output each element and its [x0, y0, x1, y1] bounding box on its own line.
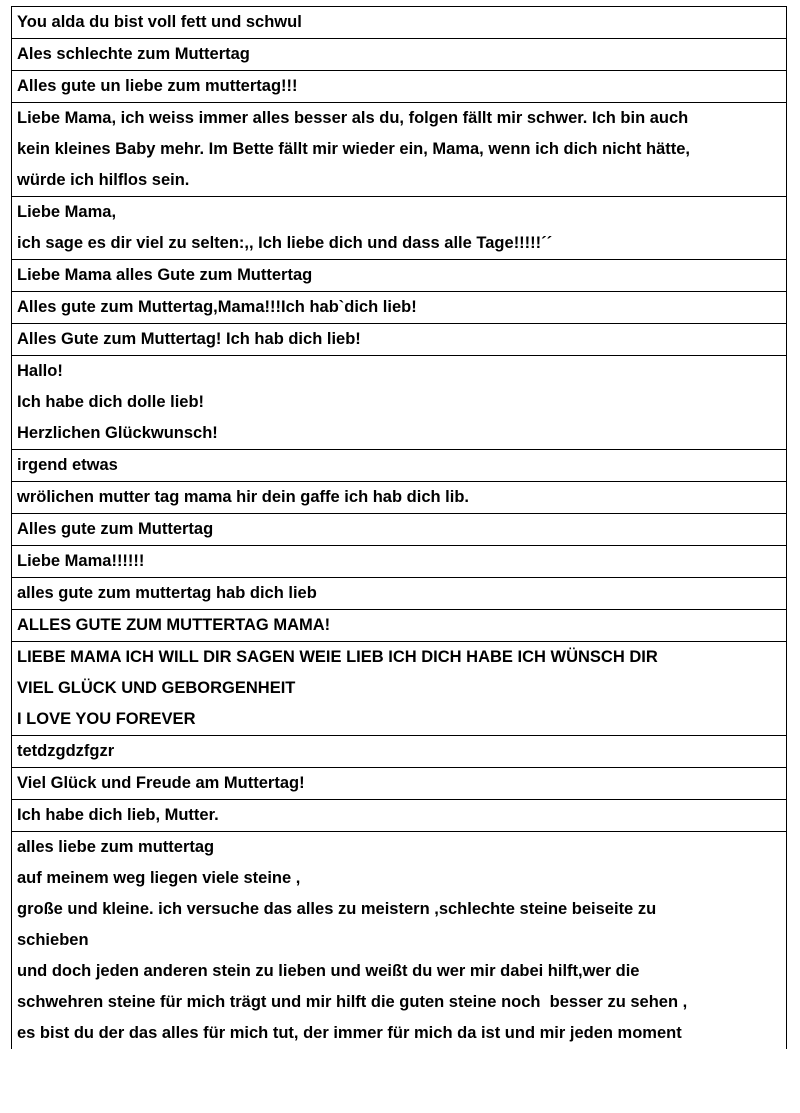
entry-text-line: Ich habe dich dolle lieb! — [17, 393, 205, 411]
entry-text-line: Alles gute un liebe zum muttertag!!! — [17, 77, 298, 95]
table-row — [12, 450, 786, 482]
entry-text-line: Alles Gute zum Muttertag! Ich hab dich lieb! — [17, 330, 361, 348]
entries-table — [11, 6, 787, 1049]
table-row — [12, 324, 786, 356]
entry-text-line: schwehren steine für mich trägt und mir hilft die guten steine noch besser zu sehen , — [17, 993, 688, 1011]
table-row — [12, 642, 786, 736]
entry-text-line: Liebe Mama, ich weiss immer alles besser als du, folgen fällt mir schwer. Ich bin auch — [17, 109, 689, 127]
entry-text-line: Ales schlechte zum Muttertag — [17, 45, 250, 63]
entry-text-line: Ich habe dich lieb, Mutter. — [17, 806, 219, 824]
table-row — [12, 71, 786, 103]
table-row — [12, 832, 786, 1049]
table-row — [12, 514, 786, 546]
table-row — [12, 197, 786, 260]
entry-text-line: würde ich hilflos sein. — [17, 171, 190, 189]
table-row — [12, 7, 786, 39]
table-row — [12, 546, 786, 578]
entry-text-line: alles liebe zum muttertag — [17, 838, 215, 856]
table-row — [12, 610, 786, 642]
table-row — [12, 103, 786, 197]
entry-text-line: ALLES GUTE ZUM MUTTERTAG MAMA! — [17, 616, 331, 634]
entry-text-line: Herzlichen Glückwunsch! — [17, 424, 218, 442]
table-row — [12, 768, 786, 800]
entry-text-line: auf meinem weg liegen viele steine , — [17, 869, 301, 887]
table-row — [12, 260, 786, 292]
entry-text-line: tetdzgdzfgzr — [17, 742, 115, 760]
table-row — [12, 356, 786, 450]
table-row — [12, 39, 786, 71]
entry-text-line: Hallo! — [17, 362, 63, 380]
table-row — [12, 736, 786, 768]
entry-text-line: I LOVE YOU FOREVER — [17, 710, 196, 728]
entry-text-line: VIEL GLÜCK UND GEBORGENHEIT — [17, 679, 296, 697]
table-row — [12, 578, 786, 610]
entry-text-line: Liebe Mama!!!!!! — [17, 552, 145, 570]
entry-text-line: Viel Glück und Freude am Muttertag! — [17, 774, 305, 792]
entry-text-line: Alles gute zum Muttertag — [17, 520, 214, 538]
entry-text-line: Alles gute zum Muttertag,Mama!!!Ich hab`dich lieb! — [17, 298, 417, 316]
entry-text-line: alles gute zum muttertag hab dich lieb — [17, 584, 317, 602]
entry-text-line: wrölichen mutter tag mama hir dein gaffe ich hab dich lib. — [17, 488, 469, 506]
entry-text-line: kein kleines Baby mehr. Im Bette fällt mir wieder ein, Mama, wenn ich dich nicht hätte, — [17, 140, 691, 158]
entry-text-line: You alda du bist voll fett und schwul — [17, 13, 302, 31]
table-row — [12, 800, 786, 832]
entry-text-line: irgend etwas — [17, 456, 118, 474]
table-row — [12, 482, 786, 514]
entry-text-line: große und kleine. ich versuche das alles zu meistern ,schlechte steine beiseite zu — [17, 900, 657, 918]
entry-text-line: Liebe Mama alles Gute zum Muttertag — [17, 266, 313, 284]
entry-text-line: es bist du der das alles für mich tut, der immer für mich da ist und mir jeden moment — [17, 1024, 682, 1042]
entry-text-line: schieben — [17, 931, 89, 949]
entry-text-line: Liebe Mama, — [17, 203, 117, 221]
entry-text-line: LIEBE MAMA ICH WILL DIR SAGEN WEIE LIEB ICH DICH HABE ICH WÜNSCH DIR — [17, 648, 658, 666]
entry-text-line: ich sage es dir viel zu selten:,, Ich liebe dich und dass alle Tage!!!!!´´ — [17, 234, 553, 252]
entry-text-line: und doch jeden anderen stein zu lieben und weißt du wer mir dabei hilft,wer die — [17, 962, 640, 980]
table-row — [12, 292, 786, 324]
